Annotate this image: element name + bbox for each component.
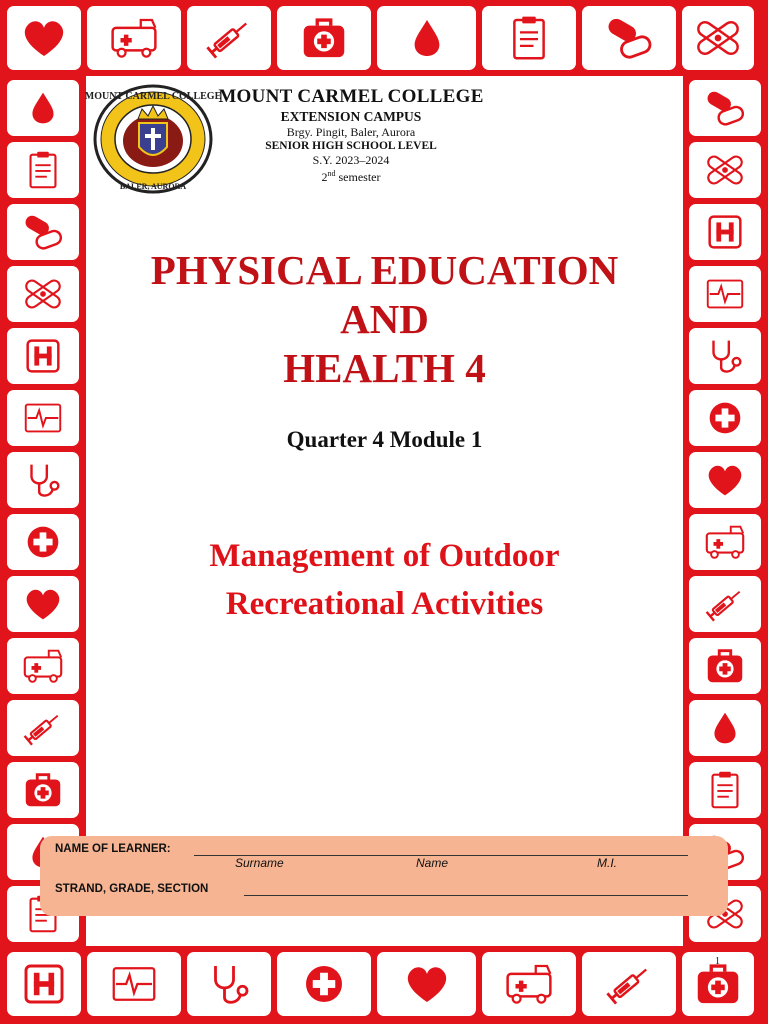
college-name: MOUNT CARMEL COLLEGE <box>218 86 484 107</box>
school-year: S.Y. 2023–2024 <box>312 153 390 167</box>
bandage-icon <box>689 142 761 198</box>
medical-cross-icon <box>7 514 79 570</box>
heart-icon <box>377 952 476 1016</box>
mi-caption: M.I. <box>597 856 617 870</box>
first-aid-kit-icon <box>7 762 79 818</box>
seal-text-bottom: BALER, AURORA <box>119 182 187 191</box>
stethoscope-icon <box>689 328 761 384</box>
school-header <box>186 86 516 184</box>
syringe-icon <box>689 576 761 632</box>
quarter-module: Quarter 4 Module 1 <box>286 427 483 452</box>
blood-drop-icon <box>7 80 79 136</box>
ambulance-icon <box>689 514 761 570</box>
heart-icon <box>689 452 761 508</box>
seal-text-top: MOUNT CARMEL COLLEGE <box>84 91 222 102</box>
subtitle-line-2: Recreational Activities <box>225 586 544 622</box>
heartbeat-icon <box>689 266 761 322</box>
blood-drop-icon <box>377 6 476 70</box>
heart-icon <box>7 576 79 632</box>
school-level: SENIOR HIGH SCHOOL LEVEL <box>265 140 437 152</box>
cover-page <box>86 76 683 946</box>
learner-name-label: NAME OF LEARNER: <box>55 843 171 855</box>
syringe-icon <box>7 700 79 756</box>
clipboard-icon <box>689 762 761 818</box>
title-line-1: PHYSICAL EDUCATION <box>150 247 619 293</box>
module-subtitle <box>86 532 683 628</box>
first-aid-kit-icon <box>277 6 371 70</box>
surname-caption: Surname <box>235 856 284 870</box>
hospital-h-icon <box>689 204 761 260</box>
medical-cross-icon <box>689 390 761 446</box>
heart-icon <box>7 6 81 70</box>
ambulance-icon <box>87 6 181 70</box>
heartbeat-icon <box>7 390 79 446</box>
syringe-icon <box>582 952 676 1016</box>
syringe-icon <box>187 6 271 70</box>
school-address: Brgy. Pingit, Baler, Aurora <box>286 125 416 139</box>
clipboard-icon <box>482 6 576 70</box>
first-aid-kit-icon <box>689 638 761 694</box>
hospital-h-icon <box>7 328 79 384</box>
medical-cross-icon <box>277 952 371 1016</box>
page-number: 1 <box>715 956 720 967</box>
title-line-2: AND <box>340 296 429 342</box>
module-title <box>86 246 683 393</box>
bandage-icon <box>682 6 754 70</box>
semester: 2nd semester <box>321 169 381 184</box>
pills-icon <box>7 204 79 260</box>
learner-info-box <box>40 836 728 916</box>
pills-icon <box>582 6 676 70</box>
name-caption: Name <box>416 856 449 870</box>
campus-name: EXTENSION CAMPUS <box>280 109 422 124</box>
stethoscope-icon <box>187 952 271 1016</box>
title-line-3: HEALTH 4 <box>283 345 486 391</box>
subtitle-line-1: Management of Outdoor <box>209 538 560 574</box>
stethoscope-icon <box>7 452 79 508</box>
ambulance-icon <box>7 638 79 694</box>
strand-field[interactable] <box>244 895 688 896</box>
heartbeat-icon <box>87 952 181 1016</box>
hospital-h-icon <box>7 952 81 1016</box>
bandage-icon <box>7 266 79 322</box>
clipboard-icon <box>7 142 79 198</box>
ambulance-icon <box>482 952 576 1016</box>
pills-icon <box>689 80 761 136</box>
strand-label: STRAND, GRADE, SECTION <box>55 883 209 895</box>
blood-drop-icon <box>689 700 761 756</box>
